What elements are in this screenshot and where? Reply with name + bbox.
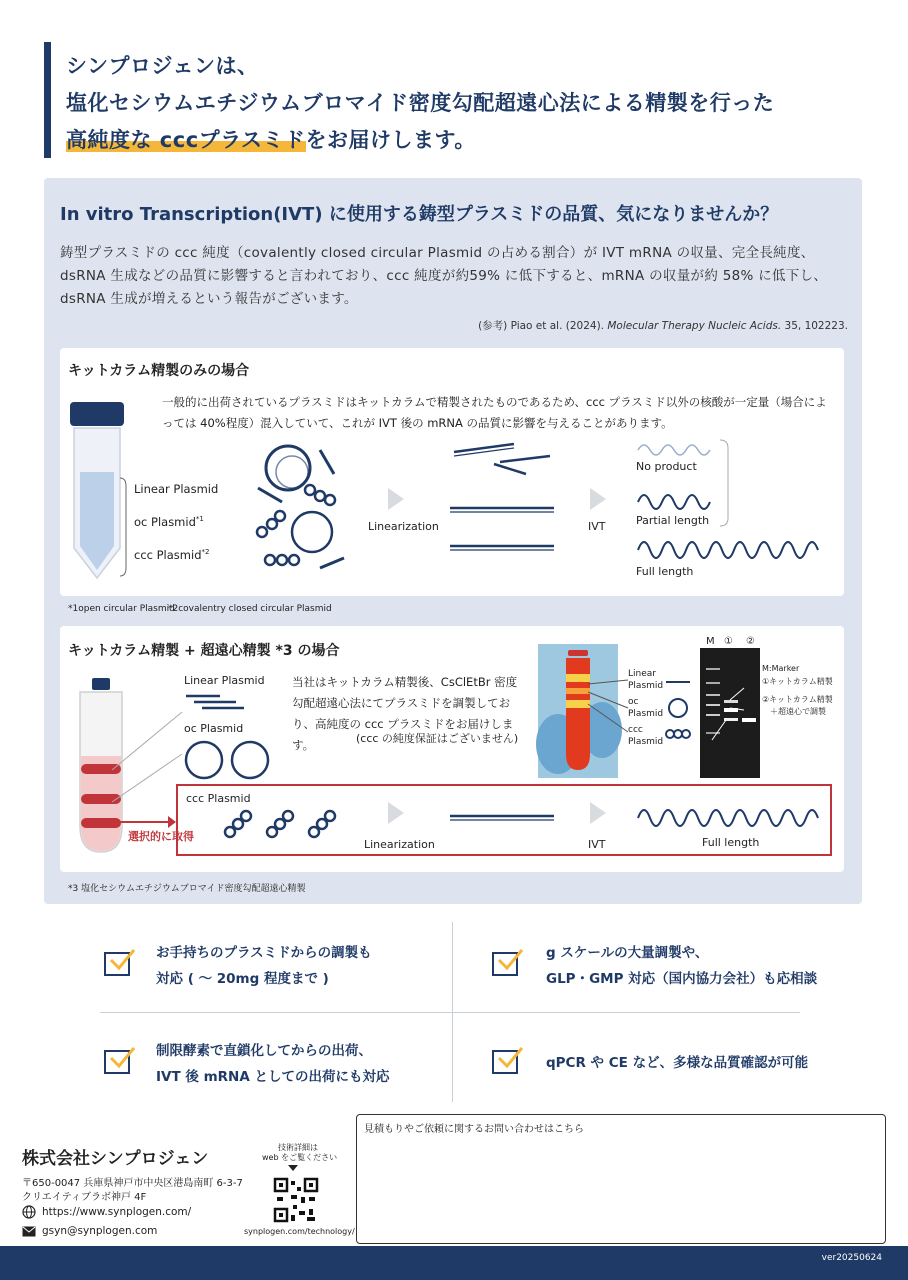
feature-1-line2: 対応 ( ～ 20mg 程度まで ) bbox=[156, 971, 329, 987]
qr-code-icon[interactable] bbox=[274, 1178, 318, 1222]
globe-icon bbox=[22, 1205, 36, 1219]
photo-label-linear: Linear Plasmid bbox=[628, 669, 664, 691]
gel-label-m: M bbox=[706, 636, 715, 647]
label-ccc-text: ccc Plasmid bbox=[134, 548, 202, 562]
footnote-1: *1open circular Plasmid bbox=[68, 604, 175, 614]
company-address-1: 〒650-0047 兵庫県神戸市中央区港島南町 6-3-7 bbox=[22, 1178, 243, 1189]
label-full-length-1: Full length bbox=[636, 565, 694, 578]
gel-label-2: ② bbox=[746, 636, 755, 647]
title-accent-bar bbox=[44, 42, 51, 158]
intro-heading: In vitro Transcription(IVT) に使用する鋳型プラスミドの品質、気になりませんか？ bbox=[60, 204, 779, 225]
label-ccc-sup: *2 bbox=[201, 548, 210, 557]
feature-1 bbox=[156, 940, 372, 992]
feature-1-line1: お手持ちのプラスミドからの調製も bbox=[156, 945, 372, 961]
bracket-icon bbox=[118, 476, 130, 578]
kit-only-description: 一般的に出荷されているプラスミドはキットカラムで精製されたものであるため、ccc プラスミド以外の核酸が一定量（場合によっては 40%程度）混入していて、これが IVT 後の mRNA の品質に影響を与えることがあります。 bbox=[162, 395, 827, 430]
feature-2-line1: g スケールの大量調製や、 bbox=[546, 945, 709, 961]
check-icon bbox=[104, 1050, 130, 1074]
feature-3 bbox=[156, 1038, 390, 1090]
label-oc-sup: *1 bbox=[195, 515, 204, 524]
photo-label-oc: oc Plasmid bbox=[628, 697, 664, 719]
check-icon bbox=[492, 952, 518, 976]
label-linear-plasmid: Linear Plasmid bbox=[134, 482, 219, 496]
headline-rest: をお届けします。 bbox=[305, 128, 476, 152]
down-arrow-icon bbox=[287, 1164, 299, 1172]
label-ivt-2: IVT bbox=[588, 838, 606, 851]
company-website[interactable]: https://www.synplogen.com/ bbox=[42, 1206, 192, 1218]
photo-legend-icons bbox=[664, 678, 694, 744]
footnote-3: *3 塩化セシウムエチジウムブロマイド密度勾配超遠心精製 bbox=[68, 884, 306, 894]
label-oc-plasmid bbox=[134, 515, 204, 529]
feature-3-line2: IVT 後 mRNA としての出荷にも対応 bbox=[156, 1069, 390, 1085]
arrow-right-icon bbox=[588, 800, 608, 826]
gel-image bbox=[700, 648, 760, 778]
plasmid-mixture-icon bbox=[250, 440, 360, 580]
check-icon bbox=[104, 952, 130, 976]
label-oc-text: oc Plasmid bbox=[134, 515, 196, 529]
company-email[interactable]: gsyn@synplogen.com bbox=[42, 1225, 158, 1237]
label-oc-plasmid-2: oc Plasmid bbox=[184, 722, 244, 735]
feature-2-line2: GLP・GMP 対応（国内協力会社）も応相談 bbox=[546, 971, 818, 987]
feature-4: qPCR や CE など、多様な品質確認が可能 bbox=[546, 1055, 809, 1071]
label-linear-plasmid-2: Linear Plasmid bbox=[184, 674, 265, 687]
intro-body: 鋳型プラスミドの ccc 純度（covalently closed circular Plasmid の占める割合）が IVT mRNA の収量、完全長純度、dsRNA 生成などの品質に影響すると言われており、ccc 純度が約59% に低下すると、mRNA の収量が約 58% に低下し、dsRNA 生成が増えるという報告がございます。 bbox=[60, 245, 828, 307]
footer-bar bbox=[0, 1246, 908, 1280]
gel-lane2-legend: ②キットカラム精製 bbox=[762, 695, 833, 704]
reference-journal: Molecular Therapy Nucleic Acids. bbox=[607, 320, 782, 332]
ccc-plasmids-icon bbox=[220, 806, 350, 842]
arrow-right-icon bbox=[588, 486, 608, 512]
label-no-product: No product bbox=[636, 460, 697, 473]
linear-dna-single-icon bbox=[446, 814, 556, 824]
kit-only-title: キットカラム精製のみの場合 bbox=[68, 363, 250, 379]
mail-icon bbox=[22, 1226, 36, 1237]
feature-3-line1: 制限酵素で直鎖化してからの出荷、 bbox=[156, 1043, 372, 1059]
gel-lane2-legend-b: ＋超遠心で調製 bbox=[770, 707, 826, 716]
kit-plus-title: キットカラム精製 + 超遠心精製 *3 の場合 bbox=[68, 643, 340, 659]
gel-label-1: ① bbox=[724, 636, 733, 647]
contact-box-label: 見積もりやご依頼に関するお問い合わせはこちら bbox=[364, 1124, 584, 1135]
purity-note: (ccc の純度保証はございません) bbox=[356, 732, 519, 745]
arrow-right-icon bbox=[386, 486, 406, 512]
version-label: ver20250624 bbox=[821, 1253, 882, 1263]
check-icon bbox=[492, 1050, 518, 1074]
arrow-right-icon bbox=[386, 800, 406, 826]
full-length-rna-icon bbox=[636, 806, 826, 826]
gel-lane1-legend: ①キットカラム精製 bbox=[762, 677, 833, 686]
label-ccc-plasmid bbox=[134, 548, 209, 562]
label-linearization-1: Linearization bbox=[368, 520, 439, 533]
headline-line-1: シンプロジェンは、 bbox=[66, 54, 259, 78]
reference bbox=[478, 318, 848, 333]
qr-url[interactable]: synplogen.com/technology/ bbox=[244, 1227, 355, 1236]
reference-prefix: (参考) Piao et al. (2024). bbox=[478, 320, 605, 332]
kit-plus-description: 当社はキットカラム精製後、CsClEtBr 密度勾配超遠心法にてプラスミドを調製しており、高純度の ccc プラスミドをお届けします。 bbox=[292, 675, 518, 752]
label-ccc-plasmid-2: ccc Plasmid bbox=[186, 792, 251, 805]
gel-marker-legend: M:Marker bbox=[762, 664, 800, 673]
footnote-2: *2covalentry closed circular Plasmid bbox=[168, 604, 332, 614]
headline-line-2: 塩化セシウムエチジウムブロマイド密度勾配超遠心法による精製を行った bbox=[66, 91, 775, 115]
feature-2 bbox=[546, 940, 817, 992]
selective-label: 選択的に取得 bbox=[128, 830, 194, 843]
linear-fragments-icon bbox=[184, 692, 254, 716]
oc-circles-icon bbox=[184, 738, 274, 782]
qr-caption-1: 技術詳細は bbox=[278, 1143, 318, 1152]
headline-highlight: 高純度な cccプラスミド bbox=[66, 128, 306, 152]
photo-label-ccc: ccc Plasmid bbox=[628, 725, 664, 747]
label-linearization-2: Linearization bbox=[364, 838, 435, 851]
feature-divider-horizontal bbox=[100, 1012, 800, 1013]
company-address-2: クリエイティブラボ神戸 4F bbox=[22, 1192, 147, 1203]
reference-suffix: 35, 102223. bbox=[784, 320, 848, 332]
linear-dna-icon bbox=[446, 440, 556, 560]
headline-line-3 bbox=[66, 124, 476, 154]
qr-caption-2: web をご覧ください bbox=[262, 1153, 338, 1162]
company-name: 株式会社シンプロジェン bbox=[22, 1149, 209, 1169]
label-partial-length: Partial length bbox=[636, 514, 710, 527]
label-full-length-2: Full length bbox=[702, 836, 760, 849]
centrifuge-tube-icon bbox=[66, 398, 126, 583]
label-ivt-1: IVT bbox=[588, 520, 606, 533]
